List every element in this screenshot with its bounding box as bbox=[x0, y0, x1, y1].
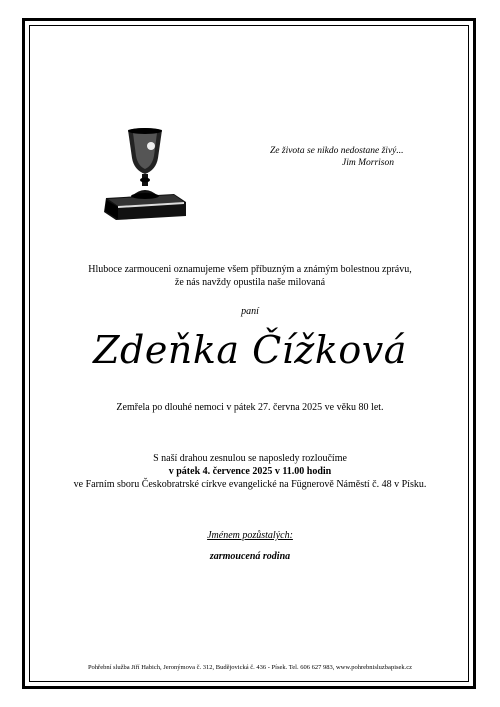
funeral-location: ve Farním sboru Českobratrské církve evangelické na Fügnerově Náměstí č. 48 v Písku. bbox=[73, 479, 427, 490]
funeral-date-time: v pátek 4. července 2025 v 11.00 hodin bbox=[168, 466, 332, 477]
quote-author: Jim Morrison bbox=[342, 158, 394, 168]
chalice-on-book-icon bbox=[100, 124, 190, 224]
quote-text: Ze života se nikdo nedostane živý... bbox=[270, 146, 404, 156]
death-notice: Zemřela po dlouhé nemoci v pátek 27. června 2025 ve věku 80 let. bbox=[116, 402, 384, 413]
deceased-name: Zdeňka Čížková bbox=[93, 328, 407, 372]
signature-label: Jménem pozůstalých: bbox=[207, 530, 293, 541]
announcement-line-1: Hluboce zarmouceni oznamujeme všem příbuzným a známým bolestnou zprávu, bbox=[88, 264, 412, 275]
quote-block bbox=[270, 145, 460, 169]
announcement-line-2: že nás navždy opustila naše milovaná bbox=[174, 277, 326, 288]
funeral-line-1: S naší drahou zesnulou se naposledy rozloučíme bbox=[153, 453, 347, 464]
family-signature: zarmoucená rodina bbox=[209, 551, 291, 562]
announcement bbox=[40, 263, 460, 289]
title-word: paní bbox=[241, 306, 259, 317]
footer-funeral-service: Pohřební služba Jiří Habich, Jeronýmova č. 312, Budějovická č. 436 - Písek. Tel. 606 627 983, www.pohrebnisluzbapisek.cz bbox=[87, 664, 413, 671]
funeral-info bbox=[40, 452, 460, 491]
